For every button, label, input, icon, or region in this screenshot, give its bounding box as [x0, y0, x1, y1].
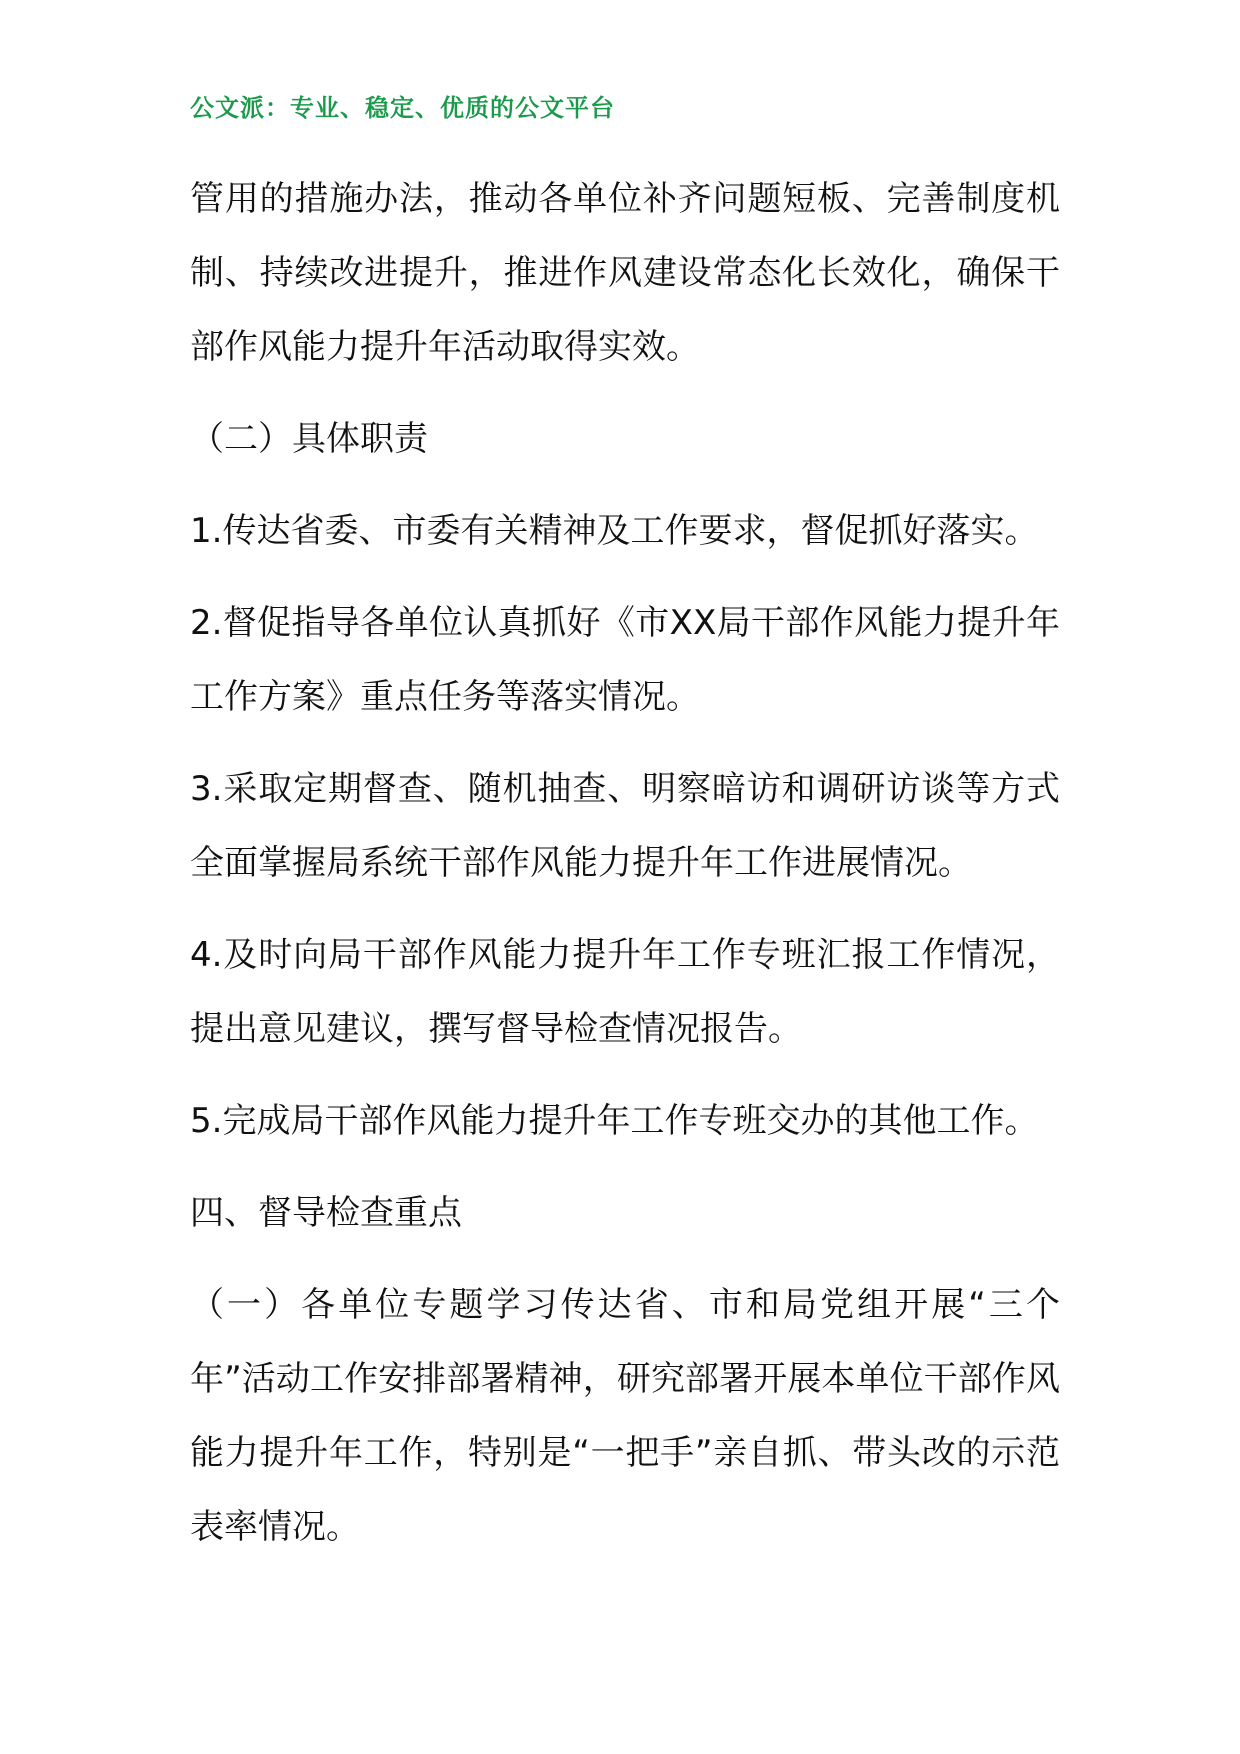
section-heading-inspection-focus: 四、督导检查重点: [190, 1193, 462, 1233]
section-heading-responsibilities: （二）具体职责: [190, 419, 428, 459]
paragraph-continuation: 管用的措施办法，推动各单位补齐问题短板、完善制度机制、持续改进提升，推进作风建设常态化长效化，确保干部作风能力提升年活动取得实效。: [190, 179, 1060, 367]
list-item-5: 5.完成局干部作风能力提升年工作专班交办的其他工作。: [190, 1101, 1039, 1141]
list-item-2: 2.督促指导各单位认真抓好《市XX局干部作风能力提升年工作方案》重点任务等落实情况。: [190, 603, 1060, 717]
document-body: [190, 162, 1060, 1582]
list-item-3: 3.采取定期督查、随机抽查、明察暗访和调研访谈等方式全面掌握局系统干部作风能力提升年工作进展情况。: [190, 769, 1060, 883]
paragraph-inspection-point-1: （一）各单位专题学习传达省、市和局党组开展“三个年”活动工作安排部署精神，研究部署开展本单位干部作风能力提升年工作，特别是“一把手”亲自抓、带头改的示范表率情况。: [190, 1285, 1060, 1547]
site-header-banner: 公文派：专业、稳定、优质的公文平台: [190, 94, 615, 122]
list-item-4: 4.及时向局干部作风能力提升年工作专班汇报工作情况，提出意见建议，撰写督导检查情况报告。: [190, 935, 1060, 1049]
list-item-1: 1.传达省委、市委有关精神及工作要求，督促抓好落实。: [190, 511, 1039, 551]
